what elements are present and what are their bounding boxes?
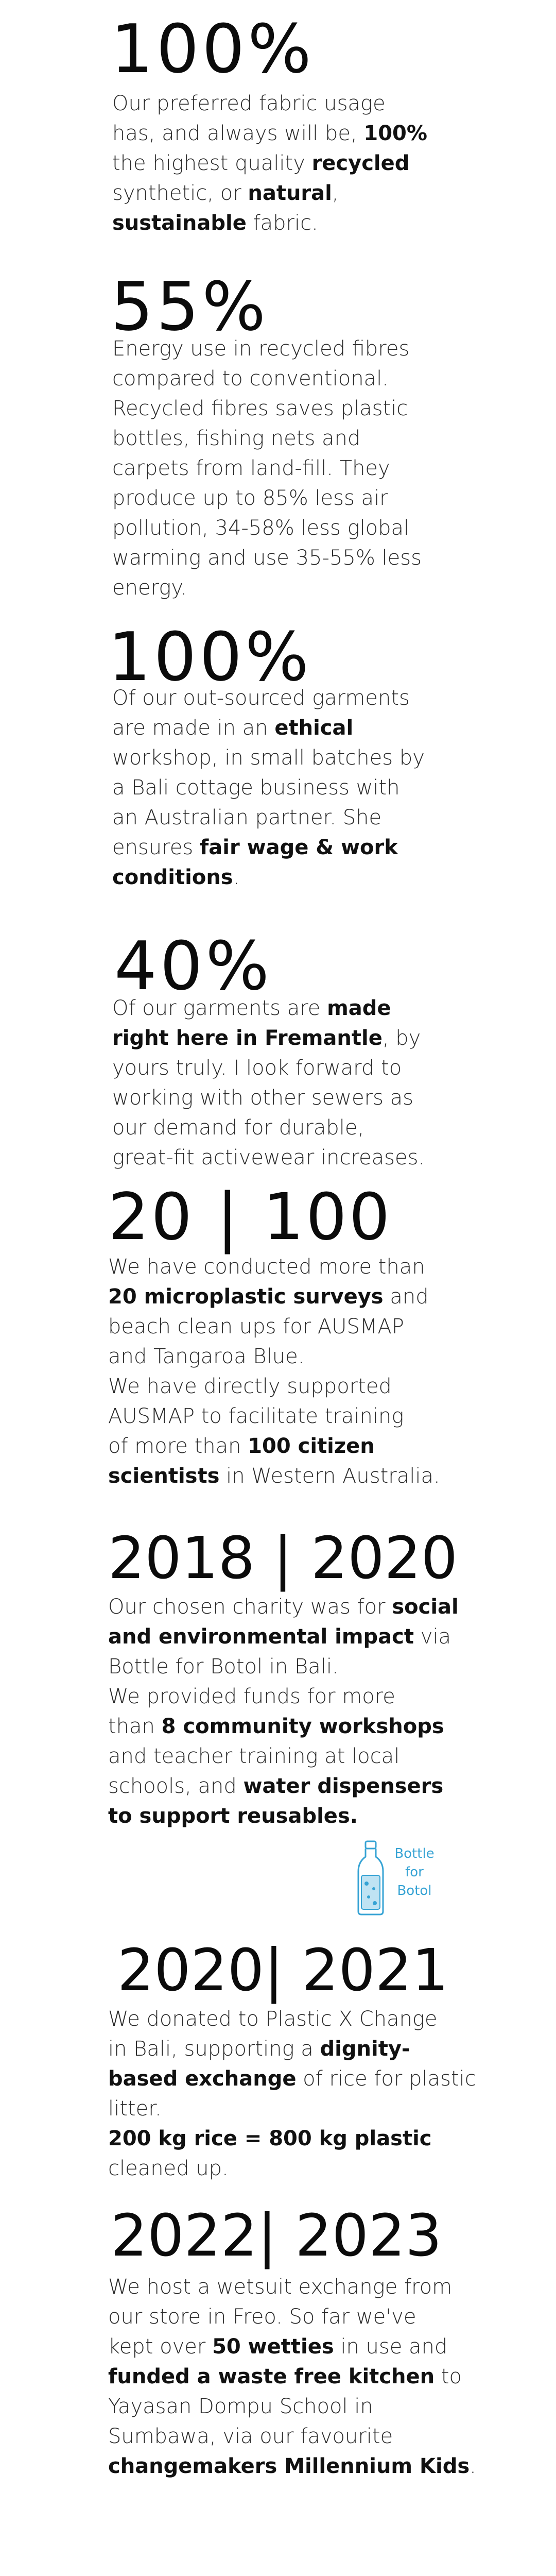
body-text: workshop, in small batches by — [112, 746, 425, 770]
text-line — [112, 543, 473, 573]
logo-line: Botol — [397, 1883, 432, 1899]
body-text: and — [383, 1285, 429, 1309]
highlight-text: 50 wetties — [212, 2335, 334, 2359]
body-text: in use and — [334, 2335, 448, 2359]
body-text: beach clean ups for AUSMAP — [108, 1315, 404, 1338]
text-line — [112, 683, 473, 713]
text-line — [108, 2272, 468, 2302]
text-line — [112, 423, 473, 453]
body-text: Our preferred fabric usage — [112, 92, 386, 115]
highlight-text: fair wage & work — [199, 836, 398, 859]
body-text: Of our out-sourced garments — [112, 686, 410, 710]
text-line — [112, 833, 473, 862]
body-text: pollution, 34-58% less global — [112, 516, 410, 540]
logo-text — [386, 1844, 443, 1900]
body-text: Recycled fibres saves plastic — [112, 397, 408, 420]
body-text: our store in Freo. So far we've — [108, 2305, 416, 2329]
body-text: are made in an — [112, 716, 275, 740]
text-line — [108, 1252, 468, 1282]
body-text: of rice for plastic — [296, 2067, 476, 2091]
text-line — [112, 89, 473, 118]
text-line — [108, 2302, 468, 2332]
body-text: synthetic, or — [112, 181, 248, 205]
text-line — [108, 1622, 468, 1652]
highlight-text: scientists — [108, 1464, 220, 1488]
stat-description — [112, 89, 473, 238]
stat-description — [108, 1592, 468, 1831]
stat-heading: 20 | 100 — [108, 1180, 392, 1255]
logo-line: Bottle — [394, 1846, 435, 1861]
body-text: AUSMAP to facilitate training — [108, 1404, 404, 1428]
highlight-text: right here in Fremantle — [112, 1026, 383, 1050]
body-text: We have directly supported — [108, 1375, 392, 1398]
body-text: Bottle for Botol in Bali. — [108, 1655, 339, 1679]
body-text: in Bali, supporting a — [108, 2037, 320, 2061]
highlight-text: 100% — [363, 122, 427, 145]
highlight-text: dignity- — [320, 2037, 410, 2061]
text-line — [108, 1682, 468, 1711]
text-line — [108, 1431, 468, 1461]
stat-heading: 100% — [111, 10, 315, 88]
highlight-text: conditions — [112, 866, 233, 889]
text-line — [112, 1083, 473, 1113]
text-line — [112, 483, 473, 513]
stat-description — [112, 683, 473, 892]
text-line — [108, 2332, 468, 2362]
text-line — [108, 2094, 468, 2124]
body-text: compared to conventional. — [112, 367, 389, 391]
body-text: ensures — [112, 836, 200, 859]
stat-heading: 55% — [111, 267, 269, 346]
text-line — [108, 1342, 468, 1371]
text-line — [112, 1143, 473, 1173]
text-line — [112, 803, 473, 833]
highlight-text: changemakers Millennium Kids — [108, 2454, 470, 2478]
highlight-text: and environmental impact — [108, 1625, 414, 1649]
body-text: We donated to Plastic X Change — [108, 2007, 438, 2031]
text-line — [112, 993, 473, 1023]
highlight-text: 8 community workshops — [161, 1715, 444, 1738]
bottle-icon — [355, 1839, 386, 1917]
text-line — [112, 178, 473, 208]
logo-line: for — [405, 1865, 424, 1880]
body-text: We host a wetsuit exchange from — [108, 2275, 453, 2299]
body-text: schools, and — [108, 1774, 244, 1798]
body-text: We have conducted more than — [108, 1255, 425, 1279]
text-line — [108, 2362, 468, 2392]
bottle-for-botol-logo — [350, 1834, 453, 1922]
highlight-text: to support reusables. — [108, 1804, 358, 1828]
highlight-text: recycled — [311, 151, 410, 175]
body-text: via — [413, 1625, 451, 1649]
highlight-text: natural — [248, 181, 332, 205]
highlight-text: 20 microplastic surveys — [108, 1285, 384, 1309]
body-text: and Tangaroa Blue. — [108, 1345, 305, 1368]
body-text: warming and use 35-55% less — [112, 546, 422, 570]
body-text: to — [435, 2365, 462, 2388]
text-line — [108, 1741, 468, 1771]
highlight-text: 200 kg rice = 800 kg plastic — [108, 2127, 432, 2150]
text-line — [112, 713, 473, 743]
body-text: bottles, fishing nets and — [112, 427, 361, 450]
body-text: Energy use in recycled fibres — [112, 337, 410, 361]
body-text: and teacher training at local — [108, 1744, 400, 1768]
body-text: litter. — [108, 2097, 162, 2121]
body-text: . — [233, 866, 240, 889]
highlight-text: made — [327, 996, 391, 1020]
body-text: cleaned up. — [108, 2157, 229, 2180]
text-line — [108, 1771, 468, 1801]
body-text: energy. — [112, 576, 187, 600]
highlight-text: funded a waste free kitchen — [108, 2365, 435, 2388]
body-text: . — [470, 2454, 476, 2478]
body-text: , — [332, 181, 339, 205]
body-text: has, and always will be, — [112, 122, 364, 145]
text-line — [112, 1023, 473, 1053]
body-text: , by — [382, 1026, 421, 1050]
text-line — [108, 1371, 468, 1401]
stat-heading: 2022| 2023 — [111, 2202, 442, 2269]
body-text: kept over — [108, 2335, 213, 2359]
body-text: an Australian partner. She — [112, 806, 382, 829]
body-text: in Western Australia. — [219, 1464, 440, 1488]
text-line — [112, 394, 473, 423]
body-text: than — [108, 1715, 162, 1738]
text-line — [112, 334, 473, 364]
stat-heading: 40% — [114, 927, 272, 1005]
text-line — [108, 1282, 468, 1312]
text-line — [108, 2034, 468, 2064]
text-line — [108, 2451, 476, 2481]
highlight-text: based exchange — [108, 2067, 297, 2091]
stat-description — [108, 1252, 468, 1491]
stat-description — [108, 2272, 476, 2481]
text-line — [112, 1113, 473, 1143]
text-line — [112, 1053, 473, 1083]
text-line — [112, 118, 473, 148]
text-line — [108, 2004, 468, 2034]
text-line — [108, 1711, 468, 1741]
text-line — [108, 1312, 468, 1342]
body-text: produce up to 85% less air — [112, 486, 388, 510]
text-line — [112, 513, 473, 543]
body-text: our demand for durable, — [112, 1116, 364, 1140]
body-text: carpets from land-fill. They — [112, 456, 390, 480]
highlight-text: 100 citizen — [248, 1434, 375, 1458]
highlight-text: ethical — [274, 716, 354, 740]
highlight-text: sustainable — [112, 211, 247, 235]
stat-heading: 2020| 2021 — [117, 1937, 449, 2004]
text-line — [108, 1801, 468, 1831]
body-text: yours truly. I look forward to — [112, 1056, 402, 1080]
stat-description — [112, 993, 473, 1173]
text-line — [108, 1401, 468, 1431]
text-line — [112, 364, 473, 394]
body-text: fabric. — [246, 211, 318, 235]
stat-description — [108, 2004, 476, 2183]
stat-description — [112, 334, 473, 603]
text-line — [112, 862, 473, 892]
body-text: the highest quality — [112, 151, 312, 175]
body-text: We provided funds for more — [108, 1685, 395, 1708]
body-text: a Bali cottage business with — [112, 776, 400, 800]
text-line — [108, 2392, 468, 2421]
body-text: Our chosen charity was for — [108, 1595, 392, 1619]
text-line — [108, 1592, 468, 1622]
stat-heading: 100% — [108, 618, 312, 696]
text-line — [108, 2064, 476, 2094]
text-line — [108, 2421, 468, 2451]
body-text: great-fit activewear increases. — [112, 1146, 425, 1170]
text-line — [112, 743, 473, 773]
text-line — [108, 1652, 468, 1682]
text-line — [112, 453, 473, 483]
text-line — [108, 1461, 468, 1491]
text-line — [112, 208, 473, 238]
body-text: of more than — [108, 1434, 248, 1458]
text-line — [108, 2124, 468, 2154]
stat-heading: 2018 | 2020 — [108, 1525, 458, 1592]
body-text: Sumbawa, via our favourite — [108, 2425, 393, 2448]
highlight-text: social — [392, 1595, 459, 1619]
body-text: Of our garments are — [112, 996, 327, 1020]
text-line — [112, 148, 473, 178]
text-line — [108, 2154, 468, 2183]
highlight-text: water dispensers — [243, 1774, 444, 1798]
body-text: working with other sewers as — [112, 1086, 413, 1110]
body-text: Yayasan Dompu School in — [108, 2395, 373, 2418]
text-line — [112, 773, 473, 803]
text-line — [112, 573, 473, 603]
